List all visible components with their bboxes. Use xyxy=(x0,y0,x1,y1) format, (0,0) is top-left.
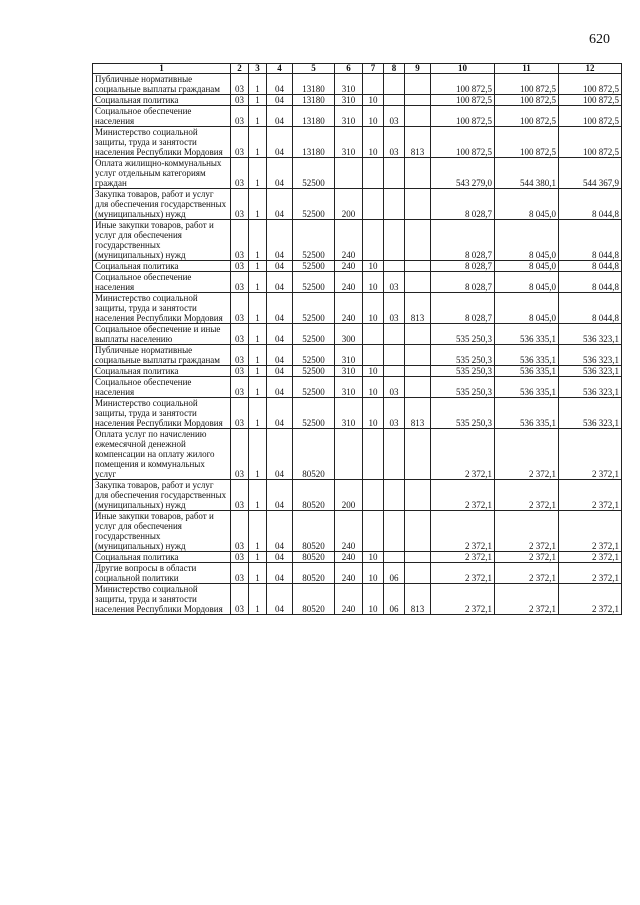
cell-amount-col-12: 100 872,5 xyxy=(559,127,622,158)
cell-subsection: 03 xyxy=(384,272,405,293)
cell-amount-col-11: 100 872,5 xyxy=(495,74,559,95)
cell-code-4: 04 xyxy=(267,480,293,511)
table-body xyxy=(93,74,622,615)
cell-section xyxy=(363,158,384,189)
cell-amount-col-11: 100 872,5 xyxy=(495,106,559,127)
cell-expense-type: 240 xyxy=(335,563,363,584)
table-row xyxy=(93,95,622,106)
cell-code-2: 03 xyxy=(231,345,249,366)
column-header: 11 xyxy=(495,64,559,74)
cell-row-name: Министерство социальной защиты, труда и занятости населения Республики Мордовия xyxy=(93,293,231,324)
cell-amount-col-10: 535 250,3 xyxy=(431,398,495,429)
cell-ministry-code xyxy=(405,552,431,563)
cell-code-4: 04 xyxy=(267,106,293,127)
cell-code-3: 1 xyxy=(249,584,267,615)
cell-row-name: Социальное обеспечение и иные выплаты населению xyxy=(93,324,231,345)
cell-amount-col-12: 2 372,1 xyxy=(559,480,622,511)
cell-code-4: 04 xyxy=(267,511,293,552)
cell-code-2: 03 xyxy=(231,584,249,615)
cell-amount-col-10: 535 250,3 xyxy=(431,345,495,366)
cell-target-code: 13180 xyxy=(293,106,335,127)
cell-expense-type: 240 xyxy=(335,293,363,324)
cell-section: 10 xyxy=(363,127,384,158)
cell-code-2: 03 xyxy=(231,429,249,480)
cell-amount-col-10: 2 372,1 xyxy=(431,584,495,615)
column-header: 3 xyxy=(249,64,267,74)
cell-expense-type: 310 xyxy=(335,377,363,398)
cell-row-name: Оплата услуг по начислению ежемесячной денежной компенсации на оплату жилого помещения и коммунальных услуг xyxy=(93,429,231,480)
cell-code-3: 1 xyxy=(249,366,267,377)
cell-code-3: 1 xyxy=(249,293,267,324)
cell-amount-col-12: 544 367,9 xyxy=(559,158,622,189)
cell-ministry-code xyxy=(405,324,431,345)
cell-amount-col-12: 8 044,8 xyxy=(559,293,622,324)
cell-section: 10 xyxy=(363,552,384,563)
cell-code-3: 1 xyxy=(249,220,267,261)
table-row xyxy=(93,127,622,158)
cell-code-4: 04 xyxy=(267,398,293,429)
cell-code-4: 04 xyxy=(267,345,293,366)
cell-amount-col-11: 536 335,1 xyxy=(495,377,559,398)
cell-amount-col-12: 2 372,1 xyxy=(559,429,622,480)
cell-amount-col-10: 8 028,7 xyxy=(431,293,495,324)
cell-expense-type: 240 xyxy=(335,220,363,261)
cell-amount-col-12: 536 323,1 xyxy=(559,324,622,345)
cell-code-2: 03 xyxy=(231,293,249,324)
cell-target-code: 52500 xyxy=(293,189,335,220)
cell-expense-type: 310 xyxy=(335,345,363,366)
cell-code-4: 04 xyxy=(267,127,293,158)
cell-code-3: 1 xyxy=(249,563,267,584)
cell-expense-type: 240 xyxy=(335,511,363,552)
cell-row-name: Закупка товаров, работ и услуг для обеспечения государственных (муниципальных) нужд xyxy=(93,480,231,511)
cell-row-name: Публичные нормативные социальные выплаты гражданам xyxy=(93,74,231,95)
cell-amount-col-10: 535 250,3 xyxy=(431,366,495,377)
cell-amount-col-10: 8 028,7 xyxy=(431,261,495,272)
cell-code-2: 03 xyxy=(231,95,249,106)
cell-section xyxy=(363,345,384,366)
cell-section: 10 xyxy=(363,95,384,106)
cell-ministry-code xyxy=(405,480,431,511)
cell-target-code: 80520 xyxy=(293,511,335,552)
cell-target-code: 80520 xyxy=(293,552,335,563)
cell-code-2: 03 xyxy=(231,127,249,158)
cell-code-2: 03 xyxy=(231,106,249,127)
cell-amount-col-12: 2 372,1 xyxy=(559,552,622,563)
cell-amount-col-12: 536 323,1 xyxy=(559,345,622,366)
cell-code-2: 03 xyxy=(231,480,249,511)
cell-subsection xyxy=(384,74,405,95)
table-row xyxy=(93,106,622,127)
cell-code-4: 04 xyxy=(267,95,293,106)
cell-code-3: 1 xyxy=(249,189,267,220)
table-row xyxy=(93,366,622,377)
cell-code-3: 1 xyxy=(249,398,267,429)
cell-ministry-code: 813 xyxy=(405,293,431,324)
cell-expense-type: 310 xyxy=(335,127,363,158)
column-header: 9 xyxy=(405,64,431,74)
cell-row-name: Министерство социальной защиты, труда и занятости населения Республики Мордовия xyxy=(93,398,231,429)
cell-amount-col-10: 535 250,3 xyxy=(431,324,495,345)
cell-code-3: 1 xyxy=(249,272,267,293)
cell-target-code: 80520 xyxy=(293,563,335,584)
cell-amount-col-12: 8 044,8 xyxy=(559,220,622,261)
table-row xyxy=(93,563,622,584)
cell-target-code: 13180 xyxy=(293,127,335,158)
cell-expense-type: 240 xyxy=(335,261,363,272)
cell-code-3: 1 xyxy=(249,429,267,480)
table-row xyxy=(93,480,622,511)
cell-code-3: 1 xyxy=(249,552,267,563)
cell-code-3: 1 xyxy=(249,261,267,272)
cell-subsection: 03 xyxy=(384,106,405,127)
cell-ministry-code xyxy=(405,106,431,127)
cell-ministry-code xyxy=(405,345,431,366)
cell-code-3: 1 xyxy=(249,324,267,345)
table-row xyxy=(93,429,622,480)
cell-subsection: 03 xyxy=(384,398,405,429)
cell-code-3: 1 xyxy=(249,377,267,398)
budget-table xyxy=(92,63,622,615)
cell-section xyxy=(363,480,384,511)
cell-amount-col-10: 2 372,1 xyxy=(431,552,495,563)
cell-amount-col-10: 535 250,3 xyxy=(431,377,495,398)
cell-subsection: 03 xyxy=(384,293,405,324)
cell-subsection xyxy=(384,552,405,563)
cell-subsection xyxy=(384,261,405,272)
cell-code-3: 1 xyxy=(249,511,267,552)
cell-code-3: 1 xyxy=(249,106,267,127)
cell-amount-col-12: 536 323,1 xyxy=(559,377,622,398)
cell-code-2: 03 xyxy=(231,74,249,95)
cell-code-2: 03 xyxy=(231,324,249,345)
cell-row-name: Закупка товаров, работ и услуг для обеспечения государственных (муниципальных) нужд xyxy=(93,189,231,220)
cell-expense-type: 310 xyxy=(335,398,363,429)
column-header: 12 xyxy=(559,64,622,74)
cell-expense-type: 200 xyxy=(335,189,363,220)
cell-code-3: 1 xyxy=(249,95,267,106)
cell-code-4: 04 xyxy=(267,158,293,189)
cell-subsection xyxy=(384,511,405,552)
table-row xyxy=(93,377,622,398)
page-number: 620 xyxy=(589,32,610,47)
cell-target-code: 52500 xyxy=(293,272,335,293)
cell-amount-col-10: 8 028,7 xyxy=(431,272,495,293)
column-header: 10 xyxy=(431,64,495,74)
cell-amount-col-12: 536 323,1 xyxy=(559,366,622,377)
cell-amount-col-12: 2 372,1 xyxy=(559,511,622,552)
column-header: 5 xyxy=(293,64,335,74)
cell-target-code: 80520 xyxy=(293,429,335,480)
cell-ministry-code: 813 xyxy=(405,398,431,429)
cell-row-name: Социальное обеспечение населения xyxy=(93,272,231,293)
cell-expense-type: 240 xyxy=(335,552,363,563)
cell-amount-col-12: 2 372,1 xyxy=(559,563,622,584)
table-row xyxy=(93,158,622,189)
cell-row-name: Министерство социальной защиты, труда и занятости населения Республики Мордовия xyxy=(93,584,231,615)
cell-row-name: Социальная политика xyxy=(93,95,231,106)
cell-amount-col-11: 100 872,5 xyxy=(495,127,559,158)
cell-amount-col-11: 544 380,1 xyxy=(495,158,559,189)
cell-amount-col-11: 8 045,0 xyxy=(495,293,559,324)
cell-code-2: 03 xyxy=(231,377,249,398)
cell-target-code: 52500 xyxy=(293,158,335,189)
cell-ministry-code: 813 xyxy=(405,584,431,615)
cell-row-name: Социальное обеспечение населения xyxy=(93,106,231,127)
cell-amount-col-11: 536 335,1 xyxy=(495,345,559,366)
cell-row-name: Социальная политика xyxy=(93,552,231,563)
cell-subsection: 06 xyxy=(384,563,405,584)
table-row xyxy=(93,293,622,324)
cell-row-name: Иные закупки товаров, работ и услуг для обеспечения государственных (муниципальных) нужд xyxy=(93,220,231,261)
cell-subsection xyxy=(384,345,405,366)
cell-section: 10 xyxy=(363,398,384,429)
cell-code-4: 04 xyxy=(267,272,293,293)
cell-code-4: 04 xyxy=(267,584,293,615)
cell-section: 10 xyxy=(363,272,384,293)
table-row xyxy=(93,345,622,366)
cell-row-name: Иные закупки товаров, работ и услуг для обеспечения государственных (муниципальных) нужд xyxy=(93,511,231,552)
table-row xyxy=(93,511,622,552)
cell-expense-type xyxy=(335,429,363,480)
cell-target-code: 52500 xyxy=(293,398,335,429)
cell-row-name: Министерство социальной защиты, труда и занятости населения Республики Мордовия xyxy=(93,127,231,158)
cell-target-code: 52500 xyxy=(293,377,335,398)
cell-code-3: 1 xyxy=(249,127,267,158)
cell-ministry-code xyxy=(405,511,431,552)
cell-expense-type: 310 xyxy=(335,106,363,127)
cell-section: 10 xyxy=(363,584,384,615)
cell-section: 10 xyxy=(363,261,384,272)
cell-amount-col-11: 536 335,1 xyxy=(495,324,559,345)
table-row xyxy=(93,584,622,615)
table-row xyxy=(93,220,622,261)
cell-amount-col-10: 2 372,1 xyxy=(431,563,495,584)
cell-amount-col-10: 100 872,5 xyxy=(431,127,495,158)
cell-amount-col-12: 100 872,5 xyxy=(559,106,622,127)
cell-row-name: Социальная политика xyxy=(93,261,231,272)
cell-code-2: 03 xyxy=(231,563,249,584)
cell-amount-col-11: 8 045,0 xyxy=(495,261,559,272)
cell-expense-type: 240 xyxy=(335,272,363,293)
cell-amount-col-11: 2 372,1 xyxy=(495,511,559,552)
column-header: 7 xyxy=(363,64,384,74)
cell-target-code: 52500 xyxy=(293,293,335,324)
cell-code-2: 03 xyxy=(231,189,249,220)
cell-amount-col-11: 536 335,1 xyxy=(495,366,559,377)
cell-ministry-code xyxy=(405,429,431,480)
cell-target-code: 52500 xyxy=(293,261,335,272)
cell-amount-col-12: 100 872,5 xyxy=(559,74,622,95)
cell-expense-type: 200 xyxy=(335,480,363,511)
cell-target-code: 80520 xyxy=(293,584,335,615)
table-row xyxy=(93,261,622,272)
cell-code-4: 04 xyxy=(267,563,293,584)
cell-expense-type xyxy=(335,158,363,189)
cell-expense-type: 310 xyxy=(335,74,363,95)
cell-section xyxy=(363,74,384,95)
cell-ministry-code xyxy=(405,189,431,220)
cell-code-4: 04 xyxy=(267,429,293,480)
cell-amount-col-11: 8 045,0 xyxy=(495,272,559,293)
cell-subsection xyxy=(384,220,405,261)
column-header: 8 xyxy=(384,64,405,74)
cell-amount-col-10: 8 028,7 xyxy=(431,220,495,261)
table-row xyxy=(93,272,622,293)
cell-amount-col-11: 2 372,1 xyxy=(495,584,559,615)
cell-section xyxy=(363,220,384,261)
column-header: 1 xyxy=(93,64,231,74)
cell-code-4: 04 xyxy=(267,377,293,398)
cell-amount-col-12: 536 323,1 xyxy=(559,398,622,429)
cell-code-4: 04 xyxy=(267,220,293,261)
cell-section: 10 xyxy=(363,563,384,584)
cell-amount-col-12: 8 044,8 xyxy=(559,272,622,293)
cell-subsection xyxy=(384,189,405,220)
cell-amount-col-11: 536 335,1 xyxy=(495,398,559,429)
cell-ministry-code xyxy=(405,95,431,106)
cell-code-3: 1 xyxy=(249,480,267,511)
cell-section xyxy=(363,429,384,480)
cell-ministry-code xyxy=(405,377,431,398)
cell-amount-col-11: 2 372,1 xyxy=(495,480,559,511)
cell-code-4: 04 xyxy=(267,261,293,272)
cell-subsection xyxy=(384,366,405,377)
cell-row-name: Оплата жилищно-коммунальных услуг отдельным категориям граждан xyxy=(93,158,231,189)
cell-target-code: 13180 xyxy=(293,74,335,95)
cell-amount-col-10: 100 872,5 xyxy=(431,74,495,95)
cell-expense-type: 240 xyxy=(335,584,363,615)
column-header: 4 xyxy=(267,64,293,74)
cell-amount-col-12: 100 872,5 xyxy=(559,95,622,106)
cell-section xyxy=(363,511,384,552)
cell-target-code: 80520 xyxy=(293,480,335,511)
cell-expense-type: 300 xyxy=(335,324,363,345)
cell-code-4: 04 xyxy=(267,74,293,95)
column-header: 2 xyxy=(231,64,249,74)
cell-ministry-code xyxy=(405,563,431,584)
cell-subsection: 03 xyxy=(384,377,405,398)
cell-subsection xyxy=(384,480,405,511)
table-header-row xyxy=(93,64,622,74)
cell-amount-col-11: 8 045,0 xyxy=(495,189,559,220)
table-row xyxy=(93,74,622,95)
cell-target-code: 13180 xyxy=(293,95,335,106)
cell-ministry-code xyxy=(405,74,431,95)
cell-amount-col-10: 543 279,0 xyxy=(431,158,495,189)
cell-subsection xyxy=(384,95,405,106)
cell-code-2: 03 xyxy=(231,552,249,563)
cell-code-2: 03 xyxy=(231,158,249,189)
cell-section: 10 xyxy=(363,366,384,377)
cell-subsection xyxy=(384,429,405,480)
cell-code-4: 04 xyxy=(267,552,293,563)
cell-amount-col-10: 2 372,1 xyxy=(431,511,495,552)
cell-amount-col-11: 2 372,1 xyxy=(495,552,559,563)
cell-section xyxy=(363,324,384,345)
column-header: 6 xyxy=(335,64,363,74)
cell-ministry-code xyxy=(405,158,431,189)
cell-subsection: 06 xyxy=(384,584,405,615)
cell-code-3: 1 xyxy=(249,74,267,95)
cell-amount-col-10: 100 872,5 xyxy=(431,95,495,106)
cell-amount-col-12: 8 044,8 xyxy=(559,261,622,272)
cell-expense-type: 310 xyxy=(335,366,363,377)
cell-target-code: 52500 xyxy=(293,345,335,366)
cell-section xyxy=(363,189,384,220)
cell-row-name: Социальное обеспечение населения xyxy=(93,377,231,398)
cell-code-3: 1 xyxy=(249,158,267,189)
cell-amount-col-11: 2 372,1 xyxy=(495,429,559,480)
cell-code-2: 03 xyxy=(231,366,249,377)
cell-subsection xyxy=(384,158,405,189)
cell-code-4: 04 xyxy=(267,324,293,345)
cell-target-code: 52500 xyxy=(293,220,335,261)
cell-code-4: 04 xyxy=(267,189,293,220)
cell-amount-col-10: 2 372,1 xyxy=(431,480,495,511)
cell-ministry-code xyxy=(405,366,431,377)
cell-ministry-code xyxy=(405,272,431,293)
cell-target-code: 52500 xyxy=(293,324,335,345)
cell-code-2: 03 xyxy=(231,261,249,272)
cell-code-2: 03 xyxy=(231,220,249,261)
cell-row-name: Другие вопросы в области социальной политики xyxy=(93,563,231,584)
cell-code-4: 04 xyxy=(267,293,293,324)
table-row xyxy=(93,398,622,429)
cell-row-name: Публичные нормативные социальные выплаты гражданам xyxy=(93,345,231,366)
cell-code-3: 1 xyxy=(249,345,267,366)
cell-subsection: 03 xyxy=(384,127,405,158)
table-row xyxy=(93,189,622,220)
cell-ministry-code: 813 xyxy=(405,127,431,158)
cell-code-2: 03 xyxy=(231,398,249,429)
cell-target-code: 52500 xyxy=(293,366,335,377)
cell-amount-col-11: 100 872,5 xyxy=(495,95,559,106)
cell-section: 10 xyxy=(363,106,384,127)
cell-amount-col-11: 8 045,0 xyxy=(495,220,559,261)
cell-section: 10 xyxy=(363,377,384,398)
cell-amount-col-10: 8 028,7 xyxy=(431,189,495,220)
table-row xyxy=(93,552,622,563)
table-row xyxy=(93,324,622,345)
cell-code-4: 04 xyxy=(267,366,293,377)
cell-ministry-code xyxy=(405,261,431,272)
cell-amount-col-10: 2 372,1 xyxy=(431,429,495,480)
cell-subsection xyxy=(384,324,405,345)
cell-amount-col-11: 2 372,1 xyxy=(495,563,559,584)
cell-amount-col-12: 2 372,1 xyxy=(559,584,622,615)
cell-section: 10 xyxy=(363,293,384,324)
cell-expense-type: 310 xyxy=(335,95,363,106)
cell-amount-col-12: 8 044,8 xyxy=(559,189,622,220)
cell-row-name: Социальная политика xyxy=(93,366,231,377)
cell-code-2: 03 xyxy=(231,511,249,552)
cell-ministry-code xyxy=(405,220,431,261)
cell-code-2: 03 xyxy=(231,272,249,293)
cell-amount-col-10: 100 872,5 xyxy=(431,106,495,127)
